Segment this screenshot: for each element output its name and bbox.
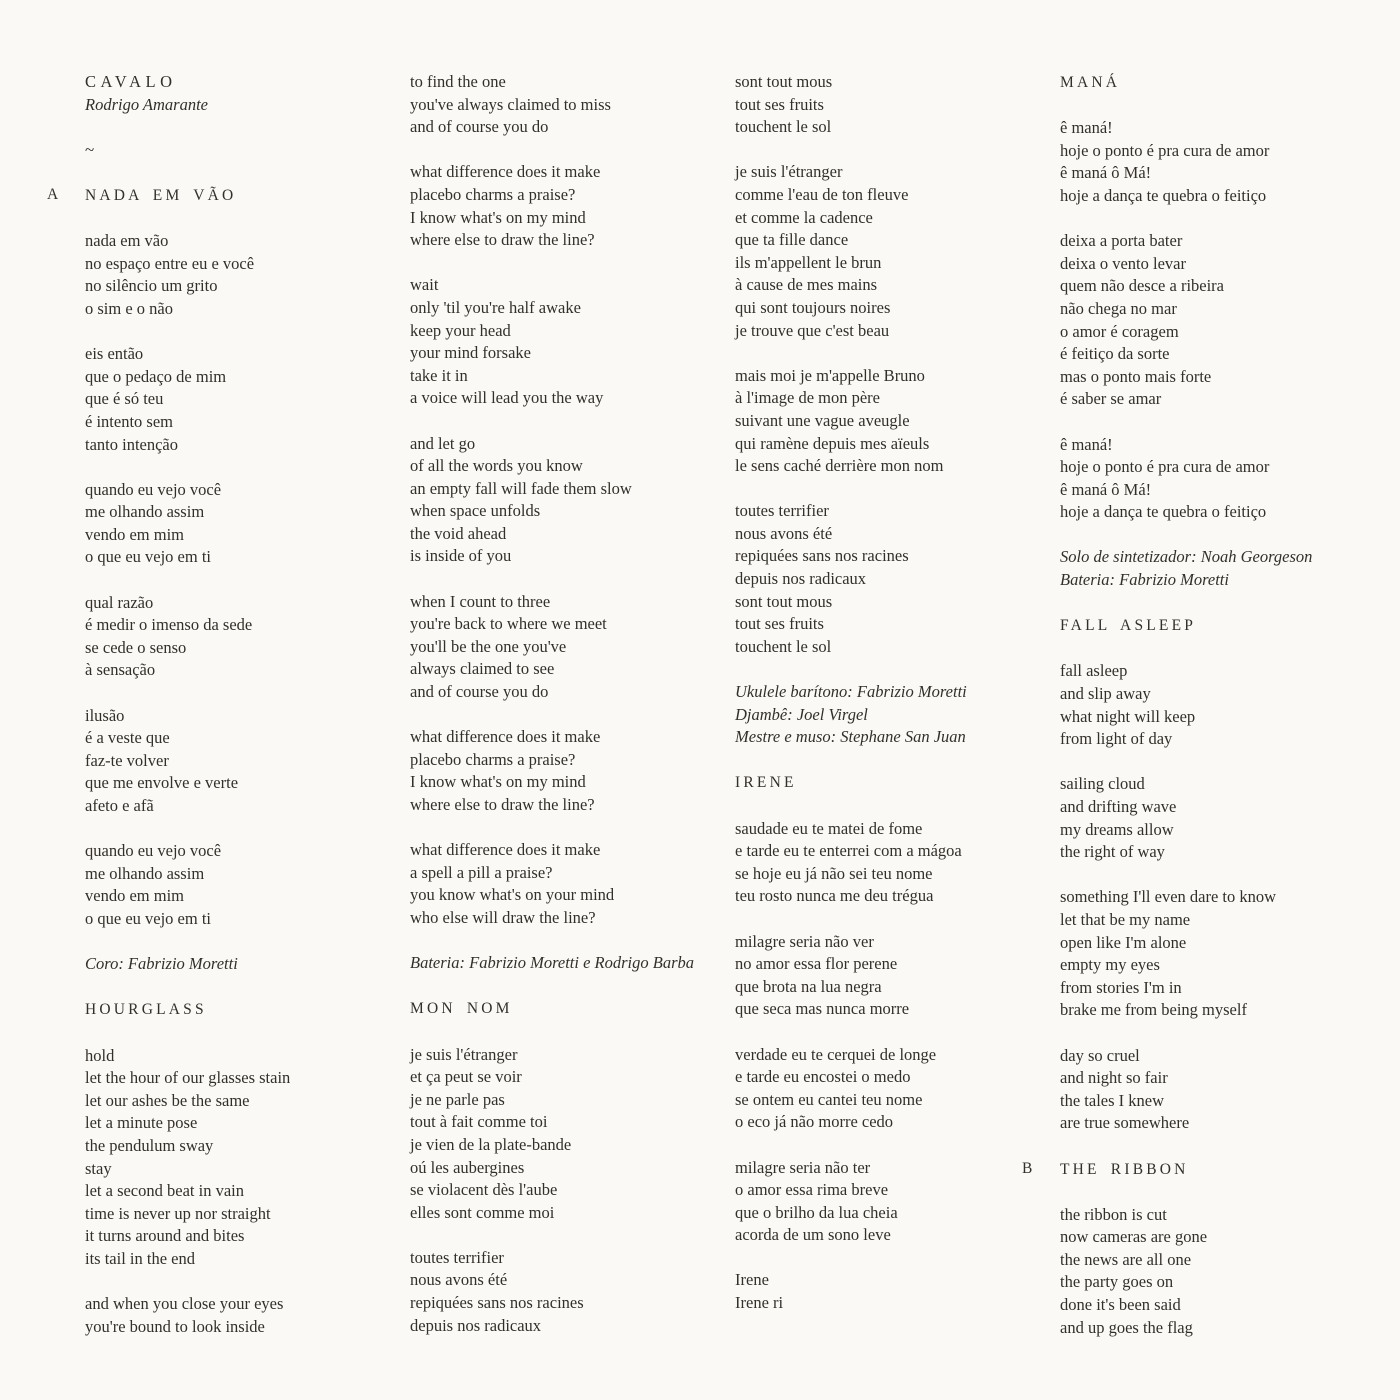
lyric-line: let a second beat in vain xyxy=(85,1181,244,1201)
lyric-line: a voice will lead you the way xyxy=(410,388,604,408)
lyric-line: vendo em mim xyxy=(85,524,184,544)
stanza xyxy=(85,592,403,682)
lyric-line: what difference does it make xyxy=(410,840,601,860)
lyric-line: is inside of you xyxy=(410,546,512,566)
stanza xyxy=(1060,660,1378,750)
lyric-line: touchent le sol xyxy=(735,636,832,656)
lyric-line: no espaço entre eu e você xyxy=(85,253,255,273)
lyric-line: keep your head xyxy=(410,320,511,340)
lyric-line: it turns around and bites xyxy=(85,1226,245,1246)
lyric-line: à l'image de mon père xyxy=(735,388,880,408)
lyric-line: qual razão xyxy=(85,592,154,612)
lyric-line: oú les aubergines xyxy=(410,1157,525,1177)
stanza xyxy=(85,840,403,930)
lyric-line: qui sont toujours noires xyxy=(735,297,891,317)
lyric-line: and of course you do xyxy=(410,117,549,137)
lyric-line: ilusão xyxy=(85,705,125,725)
lyric-line: open like I'm alone xyxy=(1060,932,1187,952)
lyric-line: é saber se amar xyxy=(1060,389,1162,409)
lyrics-column xyxy=(47,71,403,1361)
lyric-line: eis então xyxy=(85,344,144,364)
lyric-line: o sim e o não xyxy=(85,298,173,318)
lyric-line: afeto e afã xyxy=(85,796,154,815)
side-marker: A xyxy=(47,185,59,203)
song-title: HOURGLASS xyxy=(85,1001,207,1019)
lyric-line: where else to draw the line? xyxy=(410,795,595,814)
song-title: FALL ASLEEP xyxy=(1060,617,1197,635)
lyric-line: et ça peut se voir xyxy=(410,1067,522,1087)
song-heading-row xyxy=(47,184,403,208)
song-heading-row xyxy=(1060,614,1378,638)
lyric-line: faz-te volver xyxy=(85,750,169,770)
lyric-line: et comme la cadence xyxy=(735,207,873,227)
lyric-line: and drifting wave xyxy=(1060,797,1177,816)
lyric-line: nous avons été xyxy=(410,1270,508,1290)
album-artist-row xyxy=(85,94,403,117)
lyric-line: Irene xyxy=(735,1270,769,1290)
stanza xyxy=(735,1044,1053,1134)
lyric-line: the ribbon is cut xyxy=(1060,1204,1167,1224)
lyric-line: que o pedaço de mim xyxy=(85,366,227,386)
lyric-line: of all the words you know xyxy=(410,456,583,476)
stanza xyxy=(1060,886,1378,1022)
lyric-line: from stories I'm in xyxy=(1060,977,1182,997)
lyric-line: tout ses fruits xyxy=(735,614,824,634)
lyric-line: I know what's on my mind xyxy=(410,207,586,227)
lyric-line: sont tout mous xyxy=(735,72,833,91)
credit-line: Djambê: Joel Virgel xyxy=(735,704,868,724)
lyric-line: se cede o senso xyxy=(85,637,187,657)
lyric-line: teu rosto nunca me deu trégua xyxy=(735,886,934,906)
lyric-line: mais moi je m'appelle Bruno xyxy=(735,365,925,385)
stanza xyxy=(735,500,1053,658)
album-title: CAVALO xyxy=(85,72,177,91)
lyric-line: mas o ponto mais forte xyxy=(1060,366,1212,386)
lyric-line: acorda de um sono leve xyxy=(735,1225,891,1245)
stanza xyxy=(410,274,728,410)
stanza xyxy=(410,161,728,251)
lyric-line: let our ashes be the same xyxy=(85,1090,250,1110)
lyric-line: o que eu vejo em ti xyxy=(85,908,212,928)
song-title: THE RIBBON xyxy=(1060,1160,1189,1178)
lyric-line: quando eu vejo você xyxy=(85,479,222,499)
stanza xyxy=(735,1157,1053,1247)
lyric-line: milagre seria não ter xyxy=(735,1157,871,1177)
credit-line: Mestre e muso: Stephane San Juan xyxy=(735,727,966,747)
stanza xyxy=(735,161,1053,342)
lyric-line: wait xyxy=(410,275,439,295)
credit-line: Bateria: Fabrizio Moretti xyxy=(1060,570,1229,590)
lyric-line: vendo em mim xyxy=(85,886,184,906)
lyric-line: who else will draw the line? xyxy=(410,907,596,927)
lyric-line: my dreams allow xyxy=(1060,819,1174,839)
stanza xyxy=(1060,1045,1378,1135)
stanza xyxy=(410,839,728,929)
stanza xyxy=(1060,1204,1378,1340)
lyric-line: suivant une vague aveugle xyxy=(735,410,910,430)
lyric-line: me olhando assim xyxy=(85,502,205,522)
credit-line: Bateria: Fabrizio Moretti e Rodrigo Barba xyxy=(410,953,694,973)
lyric-line: je vien de la plate-bande xyxy=(410,1134,572,1154)
lyric-line: se violacent dès l'aube xyxy=(410,1180,558,1200)
stanza xyxy=(85,230,403,320)
lyric-line: je ne parle pas xyxy=(410,1089,505,1109)
stanza xyxy=(735,1269,1053,1314)
song-title: MANÁ xyxy=(1060,74,1121,91)
lyric-line: and up goes the flag xyxy=(1060,1317,1193,1337)
lyric-line: you've always claimed to miss xyxy=(410,94,611,114)
lyric-line: elles sont comme moi xyxy=(410,1202,555,1222)
lyric-line: je suis l'étranger xyxy=(410,1044,518,1064)
lyric-line: qui ramène depuis mes aïeuls xyxy=(735,433,930,453)
lyric-line: what difference does it make xyxy=(410,727,601,747)
lyric-line: comme l'eau de ton fleuve xyxy=(735,184,909,204)
lyric-line: que é só teu xyxy=(85,389,164,409)
lyric-line: saudade eu te matei de fome xyxy=(735,818,923,838)
lyric-line: to find the one xyxy=(410,72,506,91)
lyric-line: toutes terrifier xyxy=(410,1247,504,1267)
credit-block xyxy=(85,953,403,976)
lyric-line: nada em vão xyxy=(85,231,169,251)
lyric-line: je trouve que c'est beau xyxy=(735,320,890,340)
lyric-line: a spell a pill a praise? xyxy=(410,862,553,882)
lyric-line: o eco já não morre cedo xyxy=(735,1112,894,1132)
lyric-line: depuis nos radicaux xyxy=(735,569,867,589)
credit-line: Ukulele barítono: Fabrizio Moretti xyxy=(735,682,967,702)
lyric-line: you're back to where we meet xyxy=(410,614,607,634)
lyric-line: sailing cloud xyxy=(1060,774,1145,794)
lyric-line: repiquées sans nos racines xyxy=(735,546,909,566)
song-heading-row xyxy=(1060,71,1378,95)
lyric-line: what difference does it make xyxy=(410,162,601,182)
lyric-line: ils m'appellent le brun xyxy=(735,252,882,272)
lyric-line: deixa o vento levar xyxy=(1060,253,1186,273)
lyric-line: and of course you do xyxy=(410,682,549,702)
lyric-line: hold xyxy=(85,1045,115,1065)
lyric-line: quando eu vejo você xyxy=(85,841,222,861)
stanza xyxy=(85,343,403,456)
lyric-line: tout ses fruits xyxy=(735,94,824,114)
credit-line: Solo de sintetizador: Noah Georgeson xyxy=(1060,547,1313,567)
lyric-line: e tarde eu encostei o medo xyxy=(735,1067,911,1087)
lyric-line: brake me from being myself xyxy=(1060,1000,1247,1020)
lyric-line: não chega no mar xyxy=(1060,298,1177,318)
lyric-line: e tarde eu te enterrei com a mágoa xyxy=(735,841,962,861)
lyric-line: milagre seria não ver xyxy=(735,931,874,951)
credit-block xyxy=(735,681,1053,749)
stanza xyxy=(410,433,728,569)
lyric-line: que brota na lua negra xyxy=(735,976,882,996)
lyric-line: hoje a dança te quebra o feitiço xyxy=(1060,502,1267,522)
lyric-line: fall asleep xyxy=(1060,661,1128,681)
lyric-line: que ta fille dance xyxy=(735,230,849,250)
lyric-line: ê maná ô Má! xyxy=(1060,479,1152,499)
lyrics-column xyxy=(735,71,1053,1337)
stanza xyxy=(85,1045,403,1271)
lyric-line: I know what's on my mind xyxy=(410,772,586,792)
lyric-line: me olhando assim xyxy=(85,863,205,883)
lyric-line: é a veste que xyxy=(85,728,170,748)
song-title: MON NOM xyxy=(410,1000,513,1018)
lyric-line: le sens caché derrière mon nom xyxy=(735,456,944,476)
stanza xyxy=(410,591,728,704)
lyric-line: something I'll even dare to know xyxy=(1060,887,1277,907)
lyric-line: take it in xyxy=(410,365,468,385)
stanza xyxy=(85,705,403,818)
lyric-line: que me envolve e verte xyxy=(85,773,239,793)
lyric-line: are true somewhere xyxy=(1060,1113,1190,1133)
lyric-line: quem não desce a ribeira xyxy=(1060,276,1225,296)
lyric-line: je suis l'étranger xyxy=(735,162,843,182)
lyric-line: when space unfolds xyxy=(410,501,541,521)
lyric-line: é intento sem xyxy=(85,411,173,431)
separator-row xyxy=(85,139,403,162)
lyric-line: the tales I knew xyxy=(1060,1090,1165,1110)
lyric-line: you know what's on your mind xyxy=(410,885,615,905)
lyric-line: an empty fall will fade them slow xyxy=(410,478,632,498)
lyric-line: placebo charms a praise? xyxy=(410,749,576,769)
stanza xyxy=(410,1044,728,1225)
lyric-line: deixa a porta bater xyxy=(1060,231,1183,251)
stanza xyxy=(1060,434,1378,524)
song-heading-row xyxy=(410,997,728,1021)
lyric-line: done it's been said xyxy=(1060,1295,1181,1315)
lyric-line: let the hour of our glasses stain xyxy=(85,1068,291,1088)
lyric-line: que seca mas nunca morre xyxy=(735,999,910,1019)
lyric-line: tanto intenção xyxy=(85,434,179,454)
album-title-row xyxy=(85,71,403,94)
lyric-line: and slip away xyxy=(1060,684,1151,704)
tilde-separator: ~ xyxy=(85,139,95,159)
stanza xyxy=(1060,773,1378,863)
lyric-line: hoje a dança te quebra o feitiço xyxy=(1060,185,1267,205)
lyric-line: à cause de mes mains xyxy=(735,275,878,295)
stanza xyxy=(410,71,728,139)
lyric-line: hoje o ponto é pra cura de amor xyxy=(1060,140,1270,160)
lyric-line: you're bound to look inside xyxy=(85,1316,265,1336)
lyric-line: ê maná! xyxy=(1060,118,1113,138)
lyric-line: what night will keep xyxy=(1060,706,1196,726)
lyric-line: que o brilho da lua cheia xyxy=(735,1202,898,1222)
lyric-line: empty my eyes xyxy=(1060,955,1160,975)
lyric-line: à sensação xyxy=(85,660,156,680)
lyric-line: touchent le sol xyxy=(735,117,832,137)
lyrics-column xyxy=(1022,71,1378,1362)
lyric-line: and when you close your eyes xyxy=(85,1294,284,1314)
lyric-line: Irene ri xyxy=(735,1293,784,1313)
stanza xyxy=(1060,117,1378,207)
lyric-line: o amor é coragem xyxy=(1060,321,1179,341)
lyric-line: day so cruel xyxy=(1060,1045,1140,1065)
lyrics-column xyxy=(410,71,728,1360)
song-heading-row xyxy=(735,771,1053,795)
lyric-line: always claimed to see xyxy=(410,659,555,679)
lyric-line: repiquées sans nos racines xyxy=(410,1293,584,1313)
lyric-line: when I count to three xyxy=(410,591,551,611)
lyric-line: the news are all one xyxy=(1060,1249,1192,1269)
lyric-line: from light of day xyxy=(1060,729,1173,749)
lyric-line: time is never up nor straight xyxy=(85,1203,271,1223)
lyric-line: ê maná ô Má! xyxy=(1060,163,1152,183)
lyric-line: the void ahead xyxy=(410,523,507,543)
lyric-line: hoje o ponto é pra cura de amor xyxy=(1060,457,1270,477)
lyric-line: the pendulum sway xyxy=(85,1135,214,1155)
lyric-line: now cameras are gone xyxy=(1060,1227,1208,1247)
song-title: IRENE xyxy=(735,774,797,792)
lyric-line: its tail in the end xyxy=(85,1248,195,1268)
lyric-line: the party goes on xyxy=(1060,1272,1174,1292)
lyric-line: sont tout mous xyxy=(735,591,833,611)
lyric-line: you'll be the one you've xyxy=(410,636,567,656)
lyric-line: only 'til you're half awake xyxy=(410,297,581,317)
credit-block xyxy=(1060,546,1378,591)
stanza xyxy=(735,71,1053,139)
lyric-line: your mind forsake xyxy=(410,343,531,363)
stanza xyxy=(1060,230,1378,411)
song-heading-row xyxy=(1022,1158,1378,1182)
lyric-line: o que eu vejo em ti xyxy=(85,547,212,567)
lyric-line: no amor essa flor perene xyxy=(735,954,898,974)
stanza xyxy=(85,479,403,569)
lyric-line: and night so fair xyxy=(1060,1068,1168,1088)
stanza xyxy=(735,818,1053,908)
stanza xyxy=(410,1247,728,1337)
lyric-line: nous avons été xyxy=(735,523,833,543)
lyric-line: é feitiço da sorte xyxy=(1060,344,1170,364)
lyric-line: the right of way xyxy=(1060,842,1165,862)
album-artist: Rodrigo Amarante xyxy=(85,94,208,114)
stanza xyxy=(410,726,728,816)
lyric-line: stay xyxy=(85,1158,112,1178)
stanza xyxy=(735,365,1053,478)
stanza xyxy=(85,1293,403,1338)
side-marker: B xyxy=(1022,1159,1033,1177)
lyric-line: let that be my name xyxy=(1060,909,1191,929)
lyric-line: é medir o imenso da sede xyxy=(85,615,253,635)
credit-block xyxy=(410,952,728,975)
stanza xyxy=(735,931,1053,1021)
lyric-line: tout à fait comme toi xyxy=(410,1112,548,1132)
lyric-line: o amor essa rima breve xyxy=(735,1180,889,1200)
lyric-line: and let go xyxy=(410,433,476,453)
lyric-line: where else to draw the line? xyxy=(410,230,595,250)
lyric-line: no silêncio um grito xyxy=(85,276,218,296)
song-heading-row xyxy=(85,998,403,1022)
lyric-line: se ontem eu cantei teu nome xyxy=(735,1089,923,1109)
lyric-line: placebo charms a praise? xyxy=(410,184,576,204)
lyric-line: se hoje eu já não sei teu nome xyxy=(735,863,933,883)
lyric-line: depuis nos radicaux xyxy=(410,1315,542,1335)
lyric-line: toutes terrifier xyxy=(735,501,829,521)
lyric-line: let a minute pose xyxy=(85,1113,198,1133)
lyric-line: verdade eu te cerquei de longe xyxy=(735,1044,937,1064)
lyric-line: ê maná! xyxy=(1060,434,1113,454)
song-title: NADA EM VÃO xyxy=(85,186,237,204)
credit-line: Coro: Fabrizio Moretti xyxy=(85,954,238,974)
